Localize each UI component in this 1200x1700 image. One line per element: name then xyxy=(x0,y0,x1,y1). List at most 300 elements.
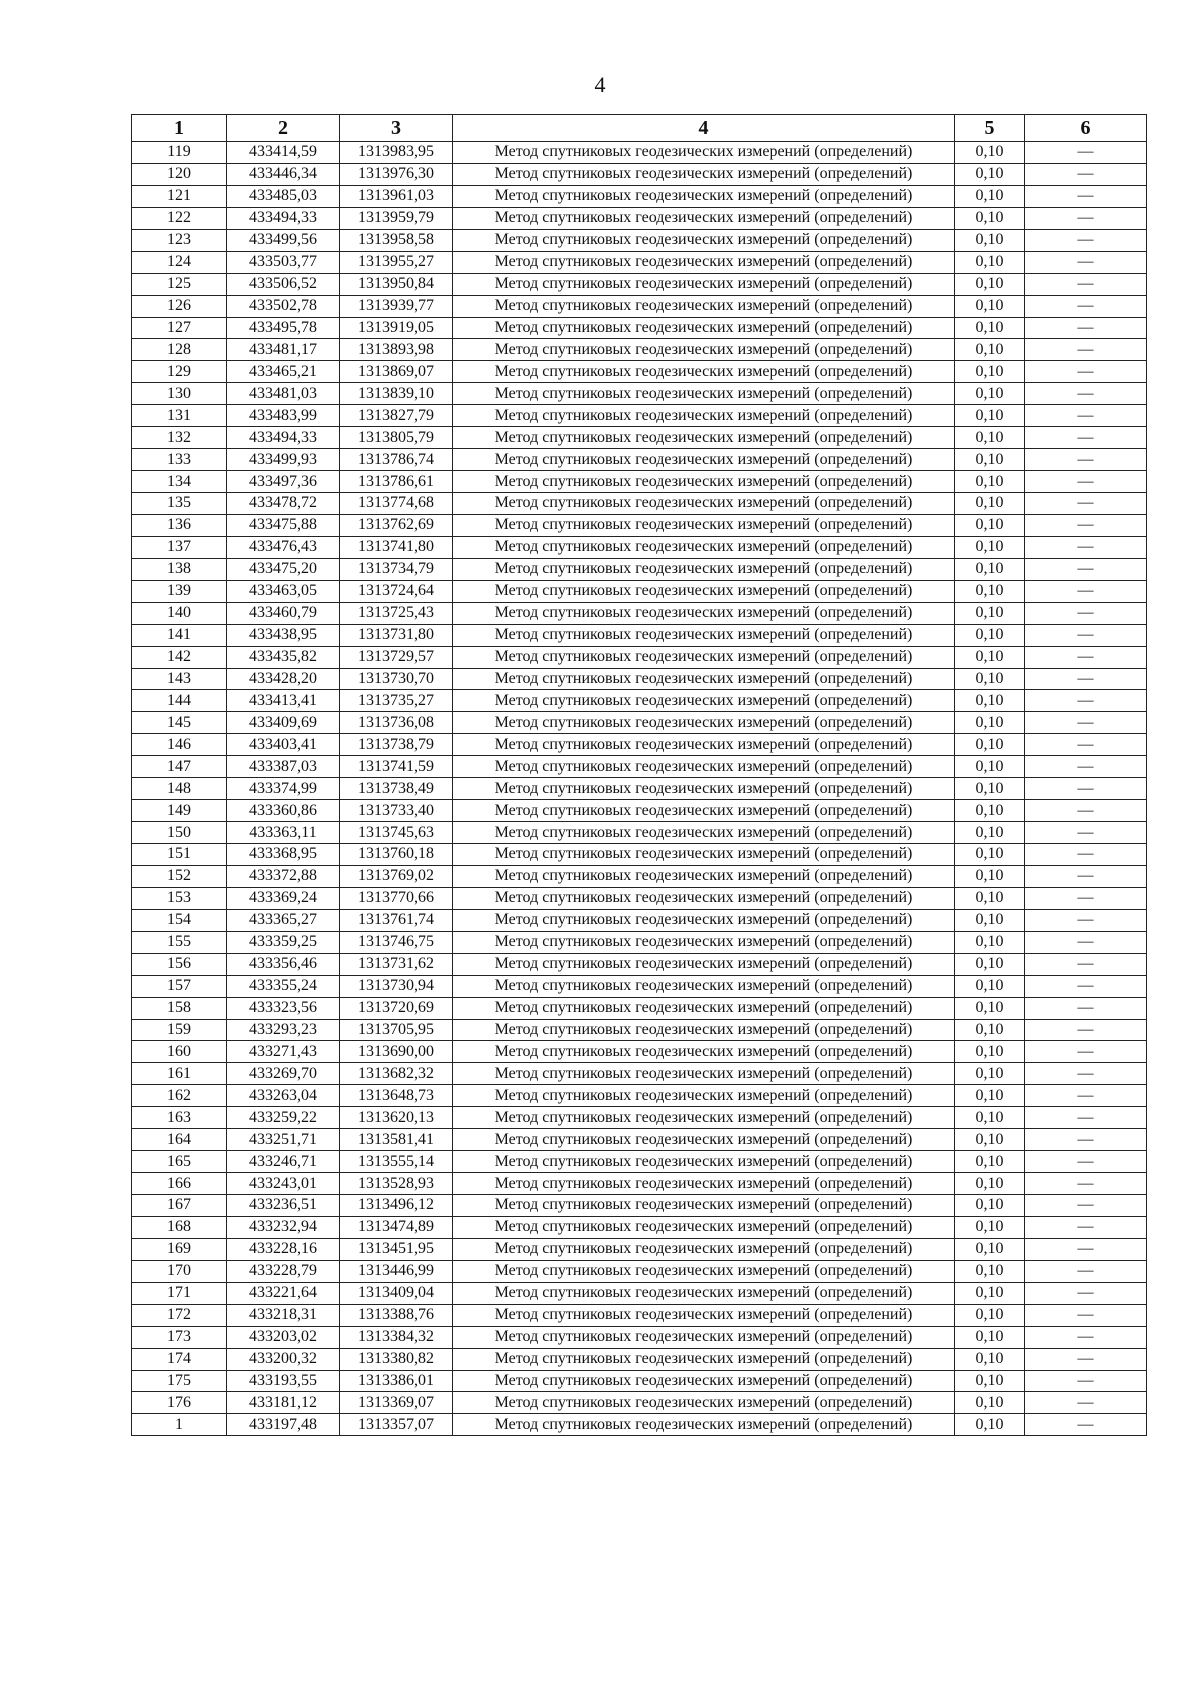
x-coordinate-cell: 433463,05 xyxy=(227,580,340,602)
accuracy-cell: 0,10 xyxy=(955,1129,1025,1151)
table-row xyxy=(132,449,1147,471)
x-coordinate-cell: 433359,25 xyxy=(227,931,340,953)
table-row xyxy=(132,471,1147,493)
table-row xyxy=(132,1173,1147,1195)
x-coordinate-cell: 433360,86 xyxy=(227,800,340,822)
method-cell: Метод спутниковых геодезических измерений (определений) xyxy=(453,405,955,427)
y-coordinate-cell: 1313738,79 xyxy=(340,734,453,756)
x-coordinate-cell: 433269,70 xyxy=(227,1063,340,1085)
y-coordinate-cell: 1313386,01 xyxy=(340,1370,453,1392)
y-coordinate-cell: 1313733,40 xyxy=(340,800,453,822)
x-coordinate-cell: 433465,21 xyxy=(227,361,340,383)
y-coordinate-cell: 1313770,66 xyxy=(340,887,453,909)
description-cell: — xyxy=(1025,449,1147,471)
table-row xyxy=(132,1304,1147,1326)
header-method: 4 xyxy=(453,115,955,142)
table-row xyxy=(132,1370,1147,1392)
method-cell: Метод спутниковых геодезических измерений (определений) xyxy=(453,536,955,558)
header-point-number: 1 xyxy=(132,115,227,142)
point-number-cell: 170 xyxy=(132,1260,227,1282)
table-row xyxy=(132,142,1147,164)
method-cell: Метод спутниковых геодезических измерений (определений) xyxy=(453,1173,955,1195)
table-row xyxy=(132,887,1147,909)
x-coordinate-cell: 433409,69 xyxy=(227,712,340,734)
point-number-cell: 126 xyxy=(132,295,227,317)
method-cell: Метод спутниковых геодезических измерений (определений) xyxy=(453,1348,955,1370)
header-x-coordinate: 2 xyxy=(227,115,340,142)
description-cell: — xyxy=(1025,1019,1147,1041)
point-number-cell: 147 xyxy=(132,756,227,778)
point-number-cell: 168 xyxy=(132,1216,227,1238)
description-cell: — xyxy=(1025,142,1147,164)
method-cell: Метод спутниковых геодезических измерений (определений) xyxy=(453,1195,955,1217)
y-coordinate-cell: 1313581,41 xyxy=(340,1129,453,1151)
description-cell: — xyxy=(1025,295,1147,317)
description-cell: — xyxy=(1025,405,1147,427)
table-row xyxy=(132,1019,1147,1041)
y-coordinate-cell: 1313730,94 xyxy=(340,975,453,997)
method-cell: Метод спутниковых геодезических измерений (определений) xyxy=(453,778,955,800)
x-coordinate-cell: 433368,95 xyxy=(227,844,340,866)
header-y-coordinate: 3 xyxy=(340,115,453,142)
point-number-cell: 139 xyxy=(132,580,227,602)
x-coordinate-cell: 433221,64 xyxy=(227,1282,340,1304)
point-number-cell: 1 xyxy=(132,1414,227,1436)
point-number-cell: 175 xyxy=(132,1370,227,1392)
point-number-cell: 174 xyxy=(132,1348,227,1370)
y-coordinate-cell: 1313961,03 xyxy=(340,185,453,207)
description-cell: — xyxy=(1025,1326,1147,1348)
accuracy-cell: 0,10 xyxy=(955,822,1025,844)
accuracy-cell: 0,10 xyxy=(955,295,1025,317)
x-coordinate-cell: 433356,46 xyxy=(227,953,340,975)
table-row xyxy=(132,602,1147,624)
y-coordinate-cell: 1313528,93 xyxy=(340,1173,453,1195)
x-coordinate-cell: 433485,03 xyxy=(227,185,340,207)
x-coordinate-cell: 433243,01 xyxy=(227,1173,340,1195)
table-row xyxy=(132,668,1147,690)
accuracy-cell: 0,10 xyxy=(955,514,1025,536)
description-cell: — xyxy=(1025,339,1147,361)
table-row xyxy=(132,1085,1147,1107)
method-cell: Метод спутниковых геодезических измерений (определений) xyxy=(453,1326,955,1348)
point-number-cell: 150 xyxy=(132,822,227,844)
table-row xyxy=(132,580,1147,602)
accuracy-cell: 0,10 xyxy=(955,1019,1025,1041)
method-cell: Метод спутниковых геодезических измерений (определений) xyxy=(453,251,955,273)
point-number-cell: 151 xyxy=(132,844,227,866)
description-cell: — xyxy=(1025,273,1147,295)
x-coordinate-cell: 433481,17 xyxy=(227,339,340,361)
method-cell: Метод спутниковых геодезических измерений (определений) xyxy=(453,514,955,536)
accuracy-cell: 0,10 xyxy=(955,800,1025,822)
accuracy-cell: 0,10 xyxy=(955,712,1025,734)
accuracy-cell: 0,10 xyxy=(955,317,1025,339)
description-cell: — xyxy=(1025,1063,1147,1085)
method-cell: Метод спутниковых геодезических измерений (определений) xyxy=(453,1304,955,1326)
x-coordinate-cell: 433365,27 xyxy=(227,909,340,931)
point-number-cell: 132 xyxy=(132,427,227,449)
method-cell: Метод спутниковых геодезических измерений (определений) xyxy=(453,471,955,493)
description-cell: — xyxy=(1025,1414,1147,1436)
accuracy-cell: 0,10 xyxy=(955,1216,1025,1238)
accuracy-cell: 0,10 xyxy=(955,668,1025,690)
method-cell: Метод спутниковых геодезических измерений (определений) xyxy=(453,734,955,756)
y-coordinate-cell: 1313451,95 xyxy=(340,1238,453,1260)
point-number-cell: 128 xyxy=(132,339,227,361)
x-coordinate-cell: 433363,11 xyxy=(227,822,340,844)
point-number-cell: 143 xyxy=(132,668,227,690)
point-number-cell: 148 xyxy=(132,778,227,800)
description-cell: — xyxy=(1025,163,1147,185)
accuracy-cell: 0,10 xyxy=(955,1414,1025,1436)
x-coordinate-cell: 433446,34 xyxy=(227,163,340,185)
method-cell: Метод спутниковых геодезических измерений (определений) xyxy=(453,624,955,646)
y-coordinate-cell: 1313720,69 xyxy=(340,997,453,1019)
description-cell: — xyxy=(1025,185,1147,207)
accuracy-cell: 0,10 xyxy=(955,756,1025,778)
description-cell: — xyxy=(1025,778,1147,800)
method-cell: Метод спутниковых геодезических измерений (определений) xyxy=(453,756,955,778)
description-cell: — xyxy=(1025,756,1147,778)
x-coordinate-cell: 433259,22 xyxy=(227,1107,340,1129)
y-coordinate-cell: 1313388,76 xyxy=(340,1304,453,1326)
accuracy-cell: 0,10 xyxy=(955,185,1025,207)
description-cell: — xyxy=(1025,1173,1147,1195)
accuracy-cell: 0,10 xyxy=(955,690,1025,712)
point-number-cell: 137 xyxy=(132,536,227,558)
x-coordinate-cell: 433197,48 xyxy=(227,1414,340,1436)
y-coordinate-cell: 1313769,02 xyxy=(340,865,453,887)
x-coordinate-cell: 433246,71 xyxy=(227,1151,340,1173)
x-coordinate-cell: 433475,88 xyxy=(227,514,340,536)
table-row xyxy=(132,251,1147,273)
accuracy-cell: 0,10 xyxy=(955,734,1025,756)
method-cell: Метод спутниковых геодезических измерений (определений) xyxy=(453,953,955,975)
method-cell: Метод спутниковых геодезических измерений (определений) xyxy=(453,207,955,229)
y-coordinate-cell: 1313409,04 xyxy=(340,1282,453,1304)
description-cell: — xyxy=(1025,317,1147,339)
point-number-cell: 120 xyxy=(132,163,227,185)
description-cell: — xyxy=(1025,646,1147,668)
point-number-cell: 164 xyxy=(132,1129,227,1151)
table-row xyxy=(132,953,1147,975)
description-cell: — xyxy=(1025,1392,1147,1414)
method-cell: Метод спутниковых геодезических измерений (определений) xyxy=(453,142,955,164)
description-cell: — xyxy=(1025,1216,1147,1238)
description-cell: — xyxy=(1025,558,1147,580)
x-coordinate-cell: 433403,41 xyxy=(227,734,340,756)
x-coordinate-cell: 433228,79 xyxy=(227,1260,340,1282)
description-cell: — xyxy=(1025,668,1147,690)
table-row xyxy=(132,1216,1147,1238)
description-cell: — xyxy=(1025,931,1147,953)
table-row xyxy=(132,646,1147,668)
description-cell: — xyxy=(1025,712,1147,734)
point-number-cell: 155 xyxy=(132,931,227,953)
point-number-cell: 127 xyxy=(132,317,227,339)
point-number-cell: 173 xyxy=(132,1326,227,1348)
accuracy-cell: 0,10 xyxy=(955,449,1025,471)
x-coordinate-cell: 433200,32 xyxy=(227,1348,340,1370)
method-cell: Метод спутниковых геодезических измерений (определений) xyxy=(453,1085,955,1107)
x-coordinate-cell: 433478,72 xyxy=(227,493,340,515)
y-coordinate-cell: 1313555,14 xyxy=(340,1151,453,1173)
x-coordinate-cell: 433181,12 xyxy=(227,1392,340,1414)
description-cell: — xyxy=(1025,493,1147,515)
y-coordinate-cell: 1313761,74 xyxy=(340,909,453,931)
method-cell: Метод спутниковых геодезических измерений (определений) xyxy=(453,273,955,295)
method-cell: Метод спутниковых геодезических измерений (определений) xyxy=(453,229,955,251)
point-number-cell: 146 xyxy=(132,734,227,756)
accuracy-cell: 0,10 xyxy=(955,405,1025,427)
x-coordinate-cell: 433438,95 xyxy=(227,624,340,646)
description-cell: — xyxy=(1025,229,1147,251)
point-number-cell: 133 xyxy=(132,449,227,471)
point-number-cell: 145 xyxy=(132,712,227,734)
accuracy-cell: 0,10 xyxy=(955,887,1025,909)
table-row xyxy=(132,800,1147,822)
table-row xyxy=(132,383,1147,405)
point-number-cell: 119 xyxy=(132,142,227,164)
x-coordinate-cell: 433293,23 xyxy=(227,1019,340,1041)
x-coordinate-cell: 433236,51 xyxy=(227,1195,340,1217)
description-cell: — xyxy=(1025,602,1147,624)
table-row xyxy=(132,997,1147,1019)
accuracy-cell: 0,10 xyxy=(955,1063,1025,1085)
description-cell: — xyxy=(1025,734,1147,756)
x-coordinate-cell: 433232,94 xyxy=(227,1216,340,1238)
table-body xyxy=(132,142,1147,1436)
method-cell: Метод спутниковых геодезических измерений (определений) xyxy=(453,1392,955,1414)
method-cell: Метод спутниковых геодезических измерений (определений) xyxy=(453,712,955,734)
description-cell: — xyxy=(1025,1041,1147,1063)
method-cell: Метод спутниковых геодезических измерений (определений) xyxy=(453,931,955,953)
table-row xyxy=(132,405,1147,427)
x-coordinate-cell: 433494,33 xyxy=(227,427,340,449)
table-row xyxy=(132,1392,1147,1414)
table-row xyxy=(132,427,1147,449)
description-cell: — xyxy=(1025,953,1147,975)
method-cell: Метод спутниковых геодезических измерений (определений) xyxy=(453,668,955,690)
method-cell: Метод спутниковых геодезических измерений (определений) xyxy=(453,1151,955,1173)
x-coordinate-cell: 433372,88 xyxy=(227,865,340,887)
y-coordinate-cell: 1313958,58 xyxy=(340,229,453,251)
table-row xyxy=(132,361,1147,383)
accuracy-cell: 0,10 xyxy=(955,1085,1025,1107)
accuracy-cell: 0,10 xyxy=(955,778,1025,800)
y-coordinate-cell: 1313762,69 xyxy=(340,514,453,536)
description-cell: — xyxy=(1025,997,1147,1019)
y-coordinate-cell: 1313357,07 xyxy=(340,1414,453,1436)
point-number-cell: 124 xyxy=(132,251,227,273)
y-coordinate-cell: 1313746,75 xyxy=(340,931,453,953)
table-row xyxy=(132,493,1147,515)
x-coordinate-cell: 433476,43 xyxy=(227,536,340,558)
point-number-cell: 140 xyxy=(132,602,227,624)
point-number-cell: 121 xyxy=(132,185,227,207)
description-cell: — xyxy=(1025,690,1147,712)
accuracy-cell: 0,10 xyxy=(955,251,1025,273)
accuracy-cell: 0,10 xyxy=(955,163,1025,185)
accuracy-cell: 0,10 xyxy=(955,624,1025,646)
method-cell: Метод спутниковых геодезических измерений (определений) xyxy=(453,690,955,712)
description-cell: — xyxy=(1025,800,1147,822)
accuracy-cell: 0,10 xyxy=(955,1173,1025,1195)
accuracy-cell: 0,10 xyxy=(955,602,1025,624)
method-cell: Метод спутниковых геодезических измерений (определений) xyxy=(453,383,955,405)
accuracy-cell: 0,10 xyxy=(955,975,1025,997)
x-coordinate-cell: 433218,31 xyxy=(227,1304,340,1326)
y-coordinate-cell: 1313446,99 xyxy=(340,1260,453,1282)
y-coordinate-cell: 1313950,84 xyxy=(340,273,453,295)
method-cell: Метод спутниковых геодезических измерений (определений) xyxy=(453,1414,955,1436)
x-coordinate-cell: 433323,56 xyxy=(227,997,340,1019)
table-row xyxy=(132,756,1147,778)
y-coordinate-cell: 1313939,77 xyxy=(340,295,453,317)
y-coordinate-cell: 1313690,00 xyxy=(340,1041,453,1063)
header-accuracy: 5 xyxy=(955,115,1025,142)
x-coordinate-cell: 433428,20 xyxy=(227,668,340,690)
x-coordinate-cell: 433502,78 xyxy=(227,295,340,317)
x-coordinate-cell: 433497,36 xyxy=(227,471,340,493)
description-cell: — xyxy=(1025,1304,1147,1326)
point-number-cell: 156 xyxy=(132,953,227,975)
accuracy-cell: 0,10 xyxy=(955,1151,1025,1173)
accuracy-cell: 0,10 xyxy=(955,997,1025,1019)
y-coordinate-cell: 1313682,32 xyxy=(340,1063,453,1085)
y-coordinate-cell: 1313734,79 xyxy=(340,558,453,580)
description-cell: — xyxy=(1025,580,1147,602)
x-coordinate-cell: 433475,20 xyxy=(227,558,340,580)
page-number: 4 xyxy=(594,72,606,97)
method-cell: Метод спутниковых геодезических измерений (определений) xyxy=(453,1041,955,1063)
x-coordinate-cell: 433460,79 xyxy=(227,602,340,624)
method-cell: Метод спутниковых геодезических измерений (определений) xyxy=(453,427,955,449)
accuracy-cell: 0,10 xyxy=(955,1370,1025,1392)
description-cell: — xyxy=(1025,1151,1147,1173)
y-coordinate-cell: 1313786,61 xyxy=(340,471,453,493)
method-cell: Метод спутниковых геодезических измерений (определений) xyxy=(453,602,955,624)
method-cell: Метод спутниковых геодезических измерений (определений) xyxy=(453,887,955,909)
accuracy-cell: 0,10 xyxy=(955,646,1025,668)
accuracy-cell: 0,10 xyxy=(955,1348,1025,1370)
y-coordinate-cell: 1313736,08 xyxy=(340,712,453,734)
y-coordinate-cell: 1313893,98 xyxy=(340,339,453,361)
table-row xyxy=(132,975,1147,997)
point-number-cell: 169 xyxy=(132,1238,227,1260)
x-coordinate-cell: 433193,55 xyxy=(227,1370,340,1392)
accuracy-cell: 0,10 xyxy=(955,931,1025,953)
table-row xyxy=(132,712,1147,734)
point-number-cell: 159 xyxy=(132,1019,227,1041)
y-coordinate-cell: 1313648,73 xyxy=(340,1085,453,1107)
point-number-cell: 129 xyxy=(132,361,227,383)
y-coordinate-cell: 1313741,59 xyxy=(340,756,453,778)
description-cell: — xyxy=(1025,207,1147,229)
table-row xyxy=(132,536,1147,558)
accuracy-cell: 0,10 xyxy=(955,953,1025,975)
table-row xyxy=(132,273,1147,295)
point-number-cell: 136 xyxy=(132,514,227,536)
y-coordinate-cell: 1313725,43 xyxy=(340,602,453,624)
x-coordinate-cell: 433203,02 xyxy=(227,1326,340,1348)
point-number-cell: 172 xyxy=(132,1304,227,1326)
description-cell: — xyxy=(1025,865,1147,887)
x-coordinate-cell: 433374,99 xyxy=(227,778,340,800)
coordinates-table xyxy=(131,114,1147,1436)
y-coordinate-cell: 1313735,27 xyxy=(340,690,453,712)
y-coordinate-cell: 1313380,82 xyxy=(340,1348,453,1370)
accuracy-cell: 0,10 xyxy=(955,229,1025,251)
point-number-cell: 144 xyxy=(132,690,227,712)
point-number-cell: 162 xyxy=(132,1085,227,1107)
x-coordinate-cell: 433506,52 xyxy=(227,273,340,295)
table-row xyxy=(132,1151,1147,1173)
accuracy-cell: 0,10 xyxy=(955,339,1025,361)
method-cell: Метод спутниковых геодезических измерений (определений) xyxy=(453,1019,955,1041)
y-coordinate-cell: 1313774,68 xyxy=(340,493,453,515)
point-number-cell: 142 xyxy=(132,646,227,668)
description-cell: — xyxy=(1025,887,1147,909)
point-number-cell: 149 xyxy=(132,800,227,822)
description-cell: — xyxy=(1025,361,1147,383)
table-row xyxy=(132,185,1147,207)
method-cell: Метод спутниковых геодезических измерений (определений) xyxy=(453,1107,955,1129)
point-number-cell: 176 xyxy=(132,1392,227,1414)
description-cell: — xyxy=(1025,624,1147,646)
accuracy-cell: 0,10 xyxy=(955,1041,1025,1063)
y-coordinate-cell: 1313730,70 xyxy=(340,668,453,690)
point-number-cell: 122 xyxy=(132,207,227,229)
description-cell: — xyxy=(1025,1260,1147,1282)
table-row xyxy=(132,1326,1147,1348)
accuracy-cell: 0,10 xyxy=(955,865,1025,887)
x-coordinate-cell: 433251,71 xyxy=(227,1129,340,1151)
y-coordinate-cell: 1313955,27 xyxy=(340,251,453,273)
method-cell: Метод спутниковых геодезических измерений (определений) xyxy=(453,822,955,844)
point-number-cell: 157 xyxy=(132,975,227,997)
description-cell: — xyxy=(1025,1370,1147,1392)
x-coordinate-cell: 433413,41 xyxy=(227,690,340,712)
method-cell: Метод спутниковых геодезических измерений (определений) xyxy=(453,997,955,1019)
table-row xyxy=(132,1129,1147,1151)
method-cell: Метод спутниковых геодезических измерений (определений) xyxy=(453,975,955,997)
point-number-cell: 138 xyxy=(132,558,227,580)
table-row xyxy=(132,558,1147,580)
description-cell: — xyxy=(1025,1238,1147,1260)
y-coordinate-cell: 1313705,95 xyxy=(340,1019,453,1041)
method-cell: Метод спутниковых геодезических измерений (определений) xyxy=(453,1260,955,1282)
description-cell: — xyxy=(1025,383,1147,405)
point-number-cell: 158 xyxy=(132,997,227,1019)
description-cell: — xyxy=(1025,909,1147,931)
description-cell: — xyxy=(1025,844,1147,866)
y-coordinate-cell: 1313384,32 xyxy=(340,1326,453,1348)
y-coordinate-cell: 1313731,80 xyxy=(340,624,453,646)
y-coordinate-cell: 1313760,18 xyxy=(340,844,453,866)
table-row xyxy=(132,734,1147,756)
point-number-cell: 125 xyxy=(132,273,227,295)
description-cell: — xyxy=(1025,514,1147,536)
x-coordinate-cell: 433414,59 xyxy=(227,142,340,164)
method-cell: Метод спутниковых геодезических измерений (определений) xyxy=(453,163,955,185)
y-coordinate-cell: 1313729,57 xyxy=(340,646,453,668)
table-row xyxy=(132,931,1147,953)
method-cell: Метод спутниковых геодезических измерений (определений) xyxy=(453,646,955,668)
y-coordinate-cell: 1313369,07 xyxy=(340,1392,453,1414)
method-cell: Метод спутниковых геодезических измерений (определений) xyxy=(453,1370,955,1392)
